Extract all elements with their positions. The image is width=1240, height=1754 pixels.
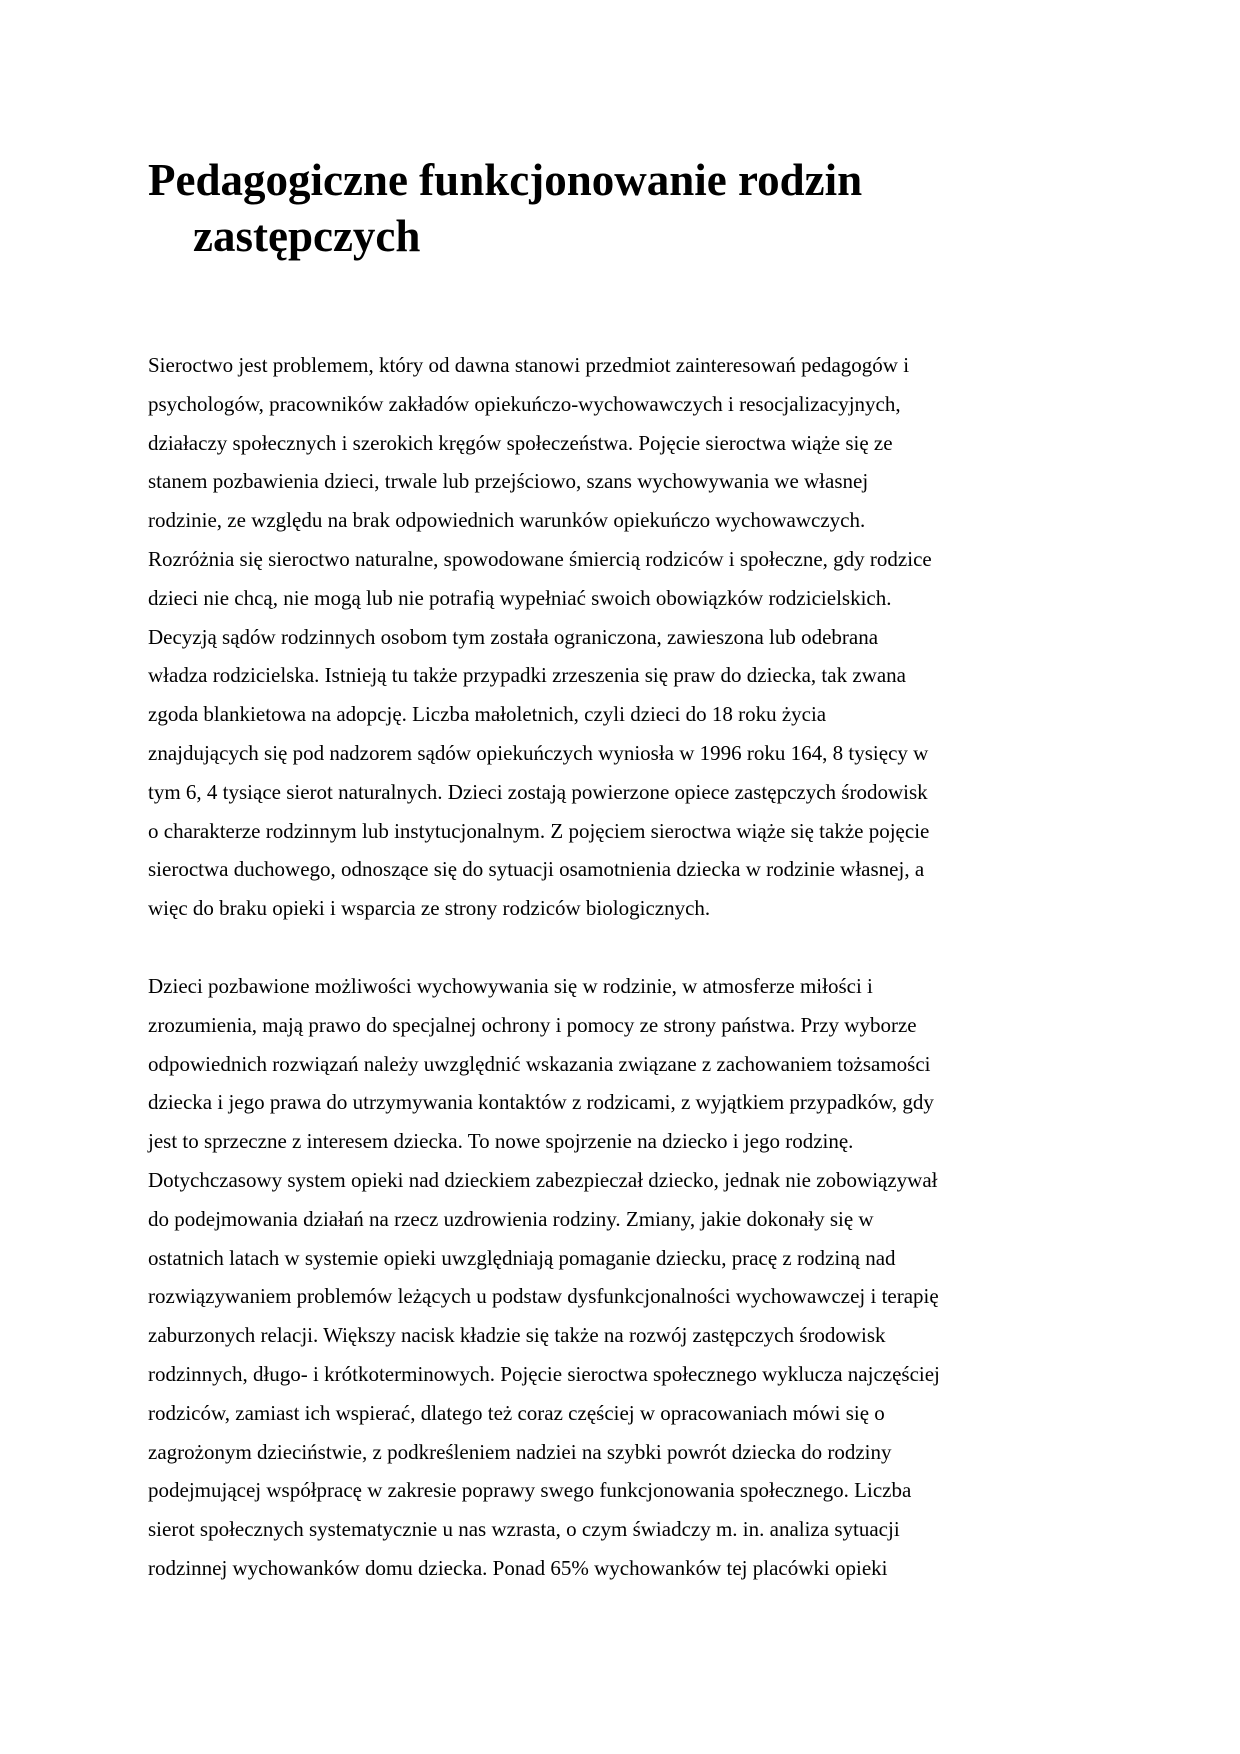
body-paragraph <box>148 346 932 928</box>
paragraph-line: dzieci nie chcą, nie mogą lub nie potrafią wypełniać swoich obowiązków rodzicielskich. <box>148 585 892 610</box>
title-line: Pedagogiczne funkcjonowanie rodzin <box>148 155 863 205</box>
paragraph-line: do podejmowania działań na rzecz uzdrowienia rodziny. Zmiany, jakie dokonały się w <box>148 1206 874 1231</box>
paragraph-line: dziecka i jego prawa do utrzymywania kontaktów z rodzicami, z wyjątkiem przypadków, gdy <box>148 1090 934 1115</box>
title-line: zastępczych <box>193 211 421 261</box>
paragraph-line: o charakterze rodzinnym lub instytucjonalnym. Z pojęciem sieroctwa wiąże się także pojęcie <box>148 818 930 843</box>
document-title <box>148 152 862 264</box>
paragraph-line: podejmującej współpracę w zakresie poprawy swego funkcjonowania społecznego. Liczba <box>148 1478 912 1503</box>
paragraph-line: psychologów, pracowników zakładów opiekuńczo-wychowawczych i resocjalizacyjnych, <box>148 391 901 416</box>
paragraph-line: zaburzonych relacji. Większy nacisk kładzie się także na rozwój zastępczych środowisk <box>148 1323 886 1348</box>
paragraph-line: jest to sprzeczne z interesem dziecka. To nowe spojrzenie na dziecko i jego rodzinę. <box>148 1129 854 1154</box>
paragraph-line: Dotychczasowy system opieki nad dzieckiem zabezpieczał dziecko, jednak nie zobowiązywał <box>148 1167 938 1192</box>
paragraph-line: sierot społecznych systematycznie u nas wzrasta, o czym świadczy m. in. analiza sytuacji <box>148 1517 900 1542</box>
paragraph-line: znajdujących się pod nadzorem sądów opiekuńczych wyniosła w 1996 roku 164, 8 tysięcy w <box>148 740 929 765</box>
paragraph-line: Sieroctwo jest problemem, który od dawna stanowi przedmiot zainteresowań pedagogów i <box>148 353 910 377</box>
paragraph-line: Dzieci pozbawione możliwości wychowywania się w rodzinie, w atmosferze miłości i <box>148 974 873 998</box>
paragraph-line: zrozumienia, mają prawo do specjalnej ochrony i pomocy ze strony państwa. Przy wyborze <box>148 1012 917 1037</box>
paragraph-line: rodzinie, ze względu na brak odpowiednich warunków opiekuńczo wychowawczych. <box>148 508 866 533</box>
paragraph-line: zgoda blankietowa na adopcję. Liczba małoletnich, czyli dzieci do 18 roku życia <box>148 702 827 727</box>
paragraph-line: tym 6, 4 tysiące sierot naturalnych. Dzieci zostają powierzone opiece zastępczych środowisk <box>148 779 928 804</box>
paragraph-line: sieroctwa duchowego, odnoszące się do sytuacji osamotnienia dziecka w rodzinie własnej, a <box>148 857 925 882</box>
paragraph-line: władza rodzicielska. Istnieją tu także przypadki zrzeszenia się praw do dziecka, tak zwana <box>148 663 906 688</box>
paragraph-line: odpowiednich rozwiązań należy uwzględnić wskazania związane z zachowaniem tożsamości <box>148 1051 931 1076</box>
paragraph-line: stanem pozbawienia dzieci, trwale lub przejściowo, szans wychowywania we własnej <box>148 469 869 494</box>
paragraph-line: ostatnich latach w systemie opieki uwzględniają pomaganie dziecku, pracę z rodziną nad <box>148 1245 896 1270</box>
paragraph-line: rodzinnych, długo- i krótkoterminowych. Pojęcie sieroctwa społecznego wyklucza najczęściej <box>148 1361 940 1386</box>
paragraph-line: Decyzją sądów rodzinnych osobom tym została ograniczona, zawieszona lub odebrana <box>148 624 879 649</box>
paragraph-line: rodzinnej wychowanków domu dziecka. Ponad 65% wychowanków tej placówki opieki <box>148 1555 888 1580</box>
paragraph-line: Rozróżnia się sieroctwo naturalne, spowodowane śmiercią rodziców i społeczne, gdy rodzice <box>148 546 932 571</box>
body-paragraph <box>148 967 940 1588</box>
paragraph-line: rodziców, zamiast ich wspierać, dlatego też coraz częściej w opracowaniach mówi się o <box>148 1400 885 1425</box>
paragraph-line: działaczy społecznych i szerokich kręgów społeczeństwa. Pojęcie sieroctwa wiąże się ze <box>148 430 893 455</box>
paragraph-line: zagrożonym dzieciństwie, z podkreśleniem nadziei na szybki powrót dziecka do rodziny <box>148 1439 892 1464</box>
paragraph-line: więc do braku opieki i wsparcia ze strony rodziców biologicznych. <box>148 896 711 921</box>
paragraph-line: rozwiązywaniem problemów leżących u podstaw dysfunkcjonalności wychowawczej i terapię <box>148 1284 939 1309</box>
